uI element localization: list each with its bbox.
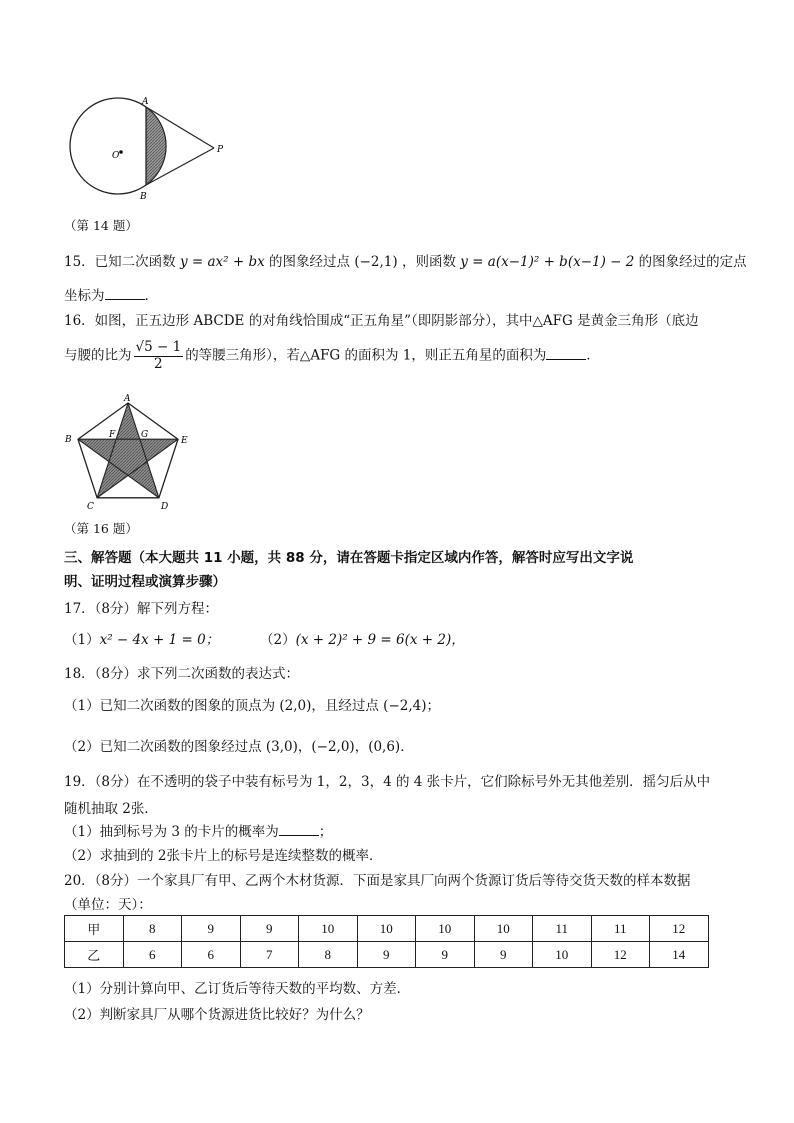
label-C: C: [87, 502, 94, 512]
table-cell: 9: [182, 916, 241, 942]
point-coordinate: (−2,1): [354, 254, 398, 270]
figure-14-circle-tangent: [62, 88, 237, 206]
table-cell: 11: [533, 916, 592, 942]
label-D: D: [161, 502, 169, 512]
label-A: A: [142, 97, 149, 107]
table-cell: 10: [299, 916, 358, 942]
question-15: 15．已知二次函数 y = ax² + bx 的图象经过点 (−2,1) ，则函数 y = a(x−1)² + b(x−1) − 2 的图象经过的定点: [64, 254, 747, 270]
question-19-line2: 随机抽取 2张．: [64, 801, 158, 817]
label-E: E: [181, 436, 188, 446]
question-17-part1: （1）x² − 4x + 1 = 0；: [64, 632, 220, 648]
label-O: O: [112, 151, 120, 161]
label-B: B: [140, 192, 147, 202]
figure-16-caption: （第 16 题）: [64, 521, 138, 536]
table-cell: 7: [240, 942, 299, 968]
figure-16-pentagon-star: [60, 394, 195, 516]
table-cell: 6: [123, 942, 182, 968]
table-cell: 10: [474, 916, 533, 942]
question-20-line1: 20．（8分）一个家具厂有甲、乙两个木材货源．下面是家具厂向两个货源订货后等待交货天数的样本数据: [64, 873, 691, 889]
table-cell: 9: [357, 942, 416, 968]
question-17-title: 17．（8分）解下列方程：: [64, 601, 219, 617]
question-19-part1: （1）抽到标号为 3 的卡片的概率为 ；: [64, 820, 332, 840]
answer-blank-19[interactable]: [279, 822, 319, 837]
function-expression-2: y = a(x−1)² + b(x−1) − 2: [460, 254, 635, 270]
section-3-heading-line1: 三、解答题（本大题共 11 小题，共 88 分，请在答题卡指定区域内作答，解答时应写出文字说: [64, 550, 634, 566]
table-cell: 14: [650, 942, 709, 968]
row-header: 甲: [65, 916, 124, 942]
golden-ratio-fraction: $\frac{√5 - 1}{2}$: [135, 339, 182, 372]
label-F: F: [109, 430, 116, 440]
question-19-part2: （2）求抽到的 2张卡片上的标号是连续整数的概率．: [64, 848, 383, 864]
question-19-line1: 19．（8分）在不透明的袋子中装有标号为 1，2，3，4 的 4 张卡片，它们除标号外无其他差别．摇匀后从中: [64, 774, 711, 790]
label-A: A: [124, 394, 131, 404]
center-point: [119, 150, 123, 154]
answer-blank-16[interactable]: [546, 345, 586, 360]
answer-blank-15[interactable]: [105, 286, 145, 301]
function-expression-1: y = ax² + bx: [179, 254, 265, 270]
table-cell: 9: [474, 942, 533, 968]
question-18-part2: （2）已知二次函数的图象经过点 (3,0)，(−2,0)，(0,6)．: [64, 739, 414, 755]
table-cell: 10: [357, 916, 416, 942]
delivery-days-table: [64, 915, 709, 968]
table-cell: 6: [182, 942, 241, 968]
question-20-part1: （1）分别计算向甲、乙订货后等待天数的平均数、方差．: [64, 981, 411, 997]
question-16-line1: 16．如图，正五边形 ABCDE 的对角线恰围成“正五角星”（即阴影部分），其中△AFG 是黄金三角形（底边: [64, 313, 699, 329]
table-row: [65, 942, 709, 968]
row-header: 乙: [65, 942, 124, 968]
question-15-line2: 坐标为 ．: [64, 284, 158, 304]
section-3-heading-line2: 明、证明过程或演算步骤）: [64, 574, 226, 590]
label-B: B: [65, 435, 72, 445]
table-cell: 10: [533, 942, 592, 968]
figure-14-caption: （第 14 题）: [64, 218, 138, 233]
label-G: G: [141, 430, 149, 440]
table-cell: 8: [123, 916, 182, 942]
table-cell: 10: [416, 916, 475, 942]
table-cell: 12: [591, 942, 650, 968]
table-cell: 9: [416, 942, 475, 968]
question-20-line2: （单位：天）：: [64, 897, 152, 913]
question-20-part2: （2）判断家具厂从哪个货源进货比较好？为什么？: [64, 1007, 370, 1023]
question-18-part1: （1）已知二次函数的图象的顶点为 (2,0)，且经过点 (−2,4)；: [64, 698, 440, 714]
table-cell: 8: [299, 942, 358, 968]
table-cell: 11: [591, 916, 650, 942]
table-cell: 9: [240, 916, 299, 942]
question-17-part2: （2）(x + 2)² + 9 = 6(x + 2)，: [260, 632, 465, 648]
question-16-line2: 与腰的比为 $\frac{√5 - 1}{2}$ 的等腰三角形），若△AFG 的面积为 1，则正五角星的面积为 ．: [64, 339, 600, 372]
table-cell: 12: [650, 916, 709, 942]
question-18-title: 18．（8分）求下列二次函数的表达式：: [64, 666, 300, 682]
table-row: [65, 916, 709, 942]
label-P: P: [217, 145, 224, 155]
shaded-segment: [146, 107, 166, 185]
